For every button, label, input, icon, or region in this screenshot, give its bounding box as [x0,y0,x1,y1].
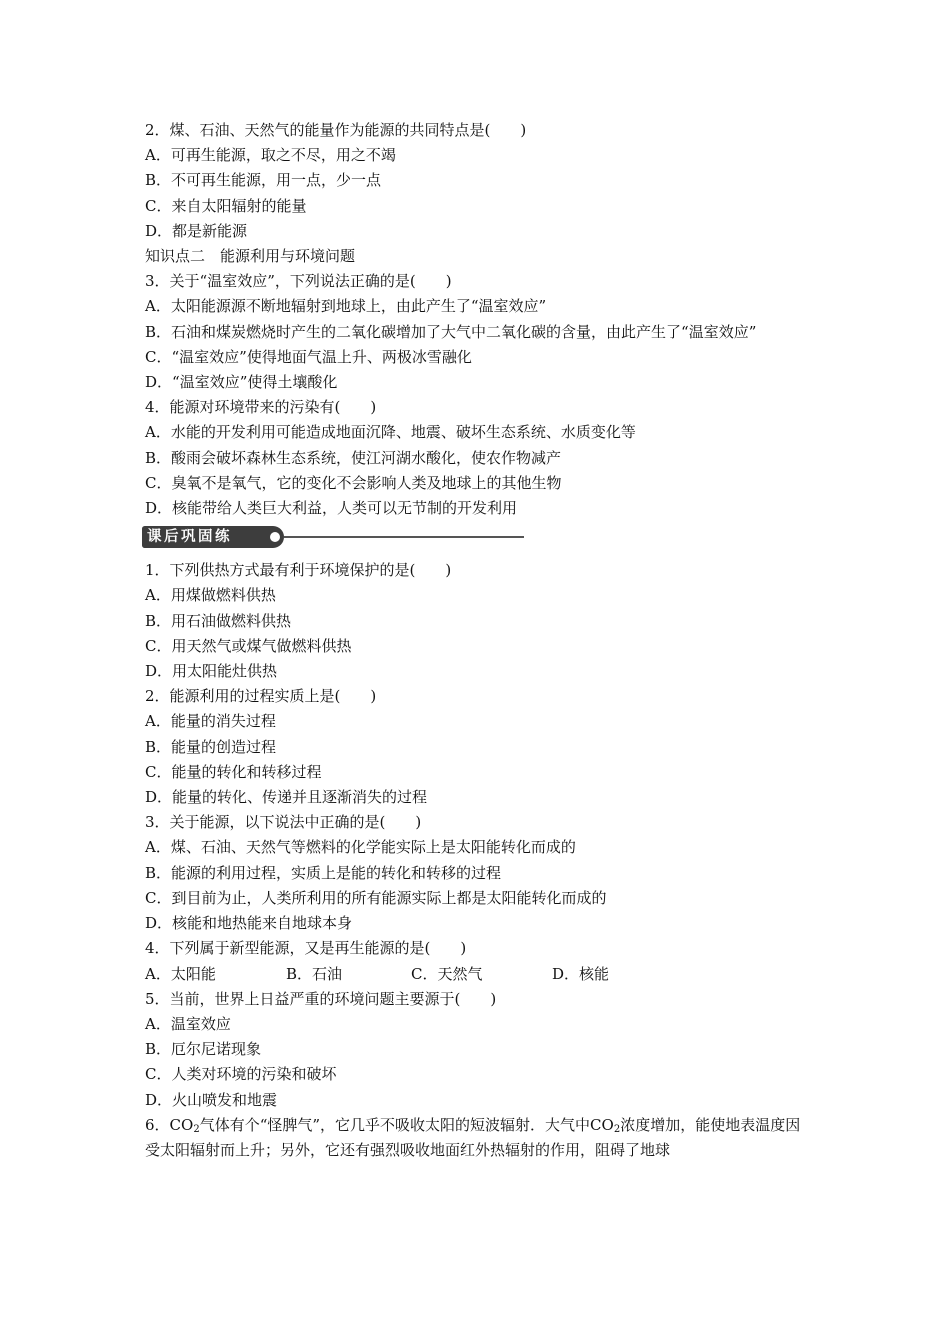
part1-line-8: B．石油和煤炭燃烧时产生的二氧化碳增加了大气中二氧化碳的含量，由此产生了“温室效应” [145,322,757,341]
part2-line-13: C．到目前为止，人类所利用的所有能源实际上都是太阳能转化而成的 [145,888,607,907]
part2-line-10: 3．关于能源，以下说法中正确的是( ) [145,813,422,832]
part3-line-0: 5．当前，世界上日益严重的环境问题主要源于( ) [145,989,497,1008]
q6-subscript-2: 2 [613,1123,621,1135]
part1-line-2: B．不可再生能源，用一点，少一点 [145,171,382,190]
part1-line-10: D．“温室效应”使得土壤酸化 [145,373,338,392]
q4-option-c: C．天然气 [411,964,483,983]
q6-subscript-1: 2 [193,1123,200,1135]
part2-line-2: B．用石油做燃料供热 [145,611,292,630]
part1-line-11: 4．能源对环境带来的污染有( ) [145,398,377,417]
q4-option-a: A．太阳能 [145,964,216,983]
part2-line-5: 2．能源利用的过程实质上是( ) [145,687,377,706]
q6-text-1: 6．CO [145,1115,194,1134]
part1-line-3: C．来自太阳辐射的能量 [145,196,307,215]
worksheet-page [145,118,810,1163]
q4-option-b: B．石油 [286,964,343,983]
part2-line-15: 4．下列属于新型能源，又是再生能源的是( ) [145,939,467,958]
part1-line-13: B．酸雨会破坏森林生态系统，使江河湖水酸化，使农作物减产 [145,448,562,467]
section-title: 课后巩固练 [147,529,232,546]
part1-line-9: C．“温室效应”使得地面气温上升、两极冰雪融化 [145,347,472,366]
part1-line-14: C．臭氧不是氧气，它的变化不会影响人类及地球上的其他生物 [145,473,562,492]
part2-line-7: B．能量的创造过程 [145,737,277,756]
part2-line-12: B．能源的利用过程，实质上是能的转化和转移的过程 [145,863,502,882]
part2-line-0: 1．下列供热方式最有利于环境保护的是( ) [145,561,452,580]
part2-line-1: A．用煤做燃料供热 [145,586,276,605]
part3-line-4: D．火山喷发和地震 [145,1090,278,1109]
q4-options-row [145,962,810,987]
part2-line-8: C．能量的转化和转移过程 [145,762,322,781]
q6-text-2: 气体有个“怪脾气”，它几乎不吸收太阳的短波辐射．大气中CO [199,1115,614,1134]
part1-line-5: 知识点二 能源利用与环境问题 [145,247,356,266]
part1-line-1: A．可再生能源，取之不尽，用之不竭 [145,146,396,165]
section-knowledge-point-questions [145,118,810,521]
section-divider [284,536,524,538]
question-6 [145,1113,810,1163]
part1-line-15: D．核能带给人类巨大利益，人类可以无节制的开发利用 [145,499,518,518]
part1-line-0: 2．煤、石油、天然气的能量作为能源的共同特点是( ) [145,121,527,139]
part1-line-7: A．太阳能源源不断地辐射到地球上，由此产生了“温室效应” [145,297,547,316]
part1-line-6: 3．关于“温室效应”，下列说法正确的是( ) [145,272,452,291]
part2-line-4: D．用太阳能灶供热 [145,662,278,681]
q4-option-d: D．核能 [552,964,610,983]
part2-line-11: A．煤、石油、天然气等燃料的化学能实际上是太阳能转化而成的 [145,838,576,857]
part3-line-3: C．人类对环境的污染和破坏 [145,1065,337,1084]
part2-line-3: C．用天然气或煤气做燃料供热 [145,636,352,655]
section-header-consolidation [145,524,810,554]
section-consolidation-questions-cont [145,987,810,1113]
part3-line-1: A．温室效应 [145,1014,231,1033]
part2-line-6: A．能量的消失过程 [145,712,276,731]
part2-line-9: D．能量的转化、传递并且逐渐消失的过程 [145,788,428,807]
section-consolidation-questions [145,558,810,961]
part2-line-14: D．核能和地热能来自地球本身 [145,914,353,933]
q6-text-3: 浓度增加，能使地表温度因受太阳辐射而上升；另外，它还有强烈吸收地面红外热辐射的作用，阻碍了地球 [145,1115,801,1159]
part3-line-2: B．厄尔尼诺现象 [145,1040,262,1059]
part1-line-4: D．都是新能源 [145,221,248,240]
part1-line-12: A．水能的开发利用可能造成地面沉降、地震、破坏生态系统、水质变化等 [145,423,636,442]
